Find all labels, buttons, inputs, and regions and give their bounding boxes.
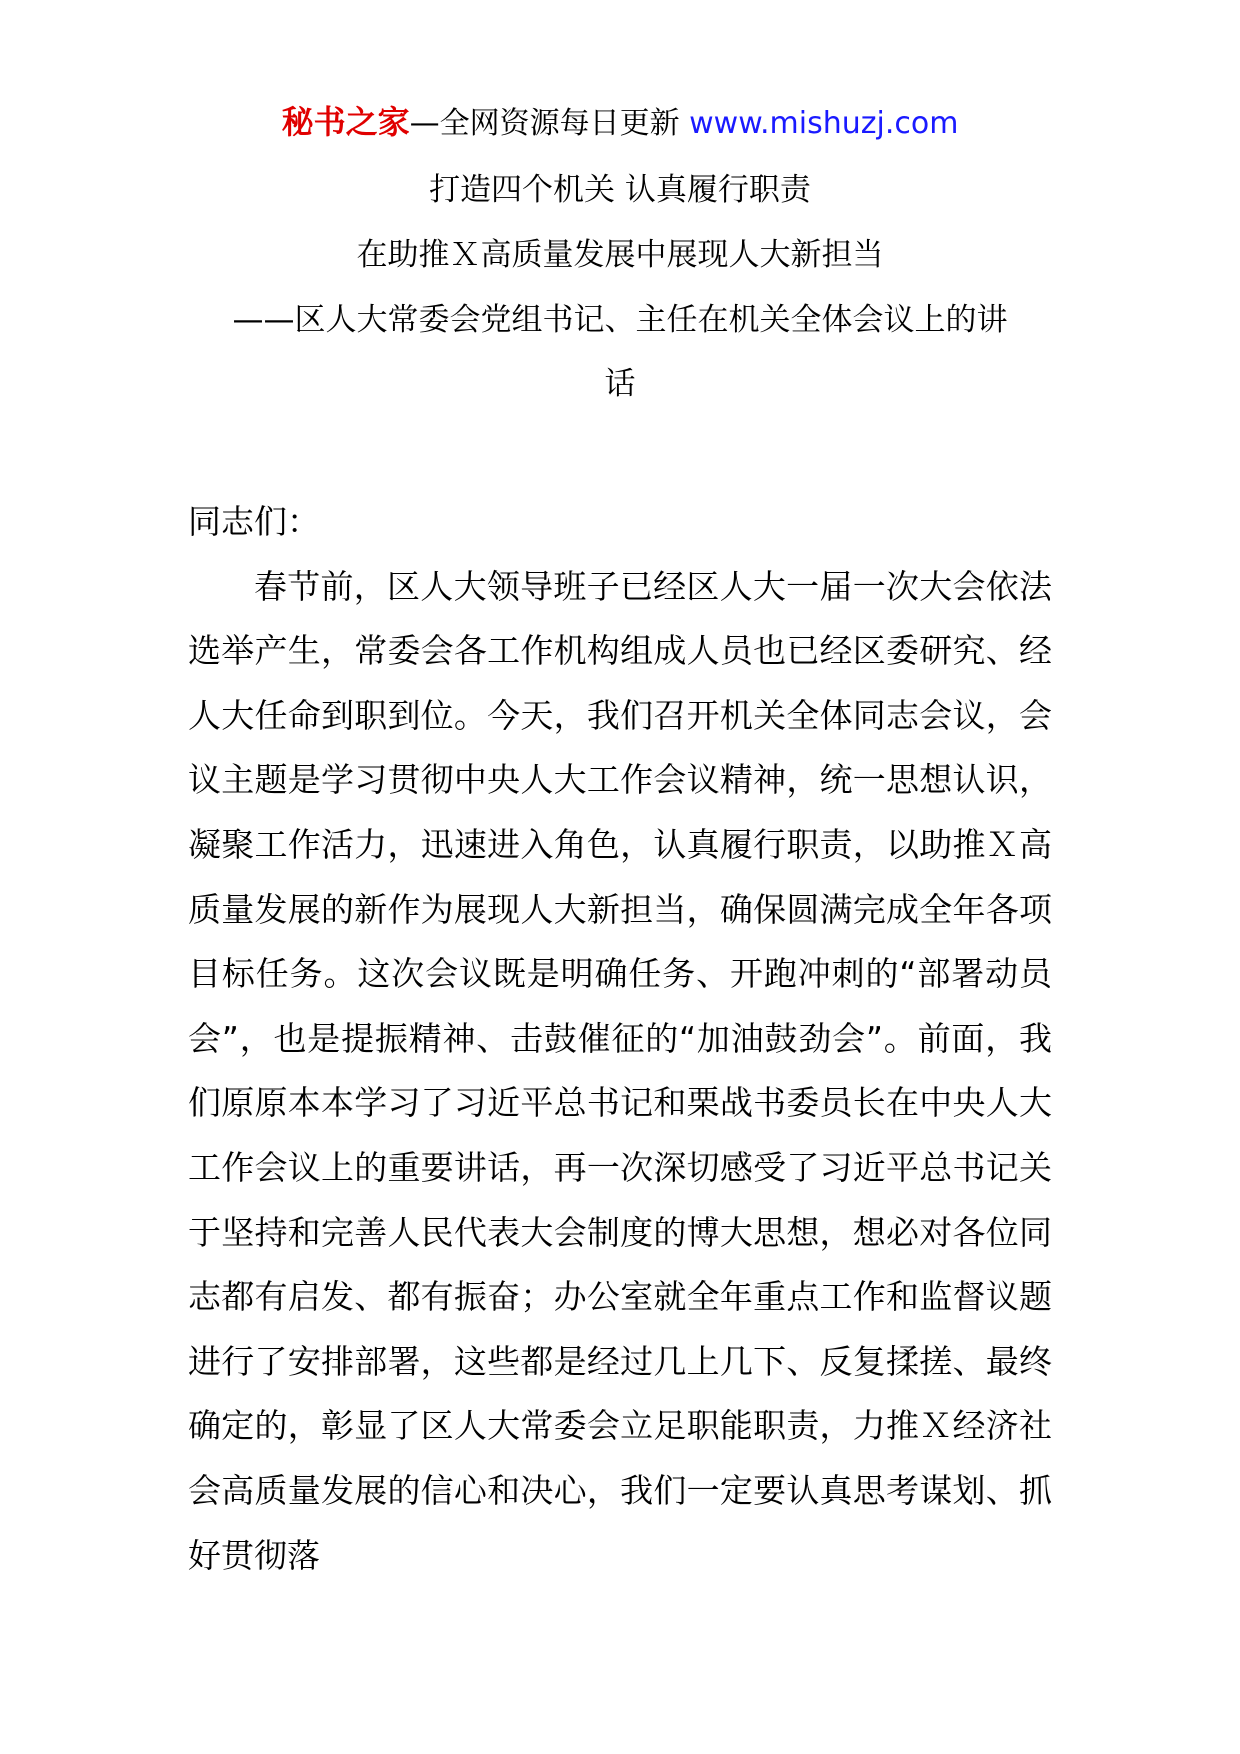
site-url[interactable]: www.mishuzj.com — [689, 106, 959, 141]
salutation: 同志们： — [188, 502, 320, 541]
document-subtitle-line-2: 话 — [604, 366, 636, 402]
document-body — [188, 490, 1052, 1588]
site-header — [0, 100, 1240, 146]
document-title-line-1: 打造四个机关 认真履行职责 — [429, 172, 811, 208]
document-subtitle-line-1: ——区人大常委会党组书记、主任在机关全体会议上的讲 — [232, 302, 1008, 338]
site-slogan: —全网资源每日更新 — [409, 106, 680, 141]
document-title-line-2: 在助推Ｘ高质量发展中展现人大新担当 — [356, 237, 884, 273]
paragraph-1: 春节前，区人大领导班子已经区人大一届一次大会依法选举产生，常委会各工作机构组成人员也已经区委研究、经人大任命到职到位。今天，我们召开机关全体同志会议，会议主题是学习贯彻中央人大工作会议精神，统一思想认识，凝聚工作活力，迅速进入角色，认真履行职责，以助推Ｘ高质量发展的新作为展现人大新担当，确保圆满完成全年各项目标任务。这次会议既是明确任务、开跑冲刺的“部署动员会”，也是提振精神、击鼓催征的“加油鼓劲会”。前面，我们原原本本学习了习近平总书记和栗战书委员长在中央人大工作会议上的重要讲话，再一次深切感受了习近平总书记关于坚持和完善人民代表大会制度的博大思想，想必对各位同志都有启发、都有振奋；办公室就全年重点工作和监督议题进行了安排部署，这些都是经过几上几下、反复揉搓、最终确定的，彰显了区人大常委会立足职能职责，力推Ｘ经济社会高质量发展的信心和决心，我们一定要认真思考谋划、抓好贯彻落 — [188, 566, 1052, 1575]
brand-name: 秘书之家 — [281, 103, 410, 141]
